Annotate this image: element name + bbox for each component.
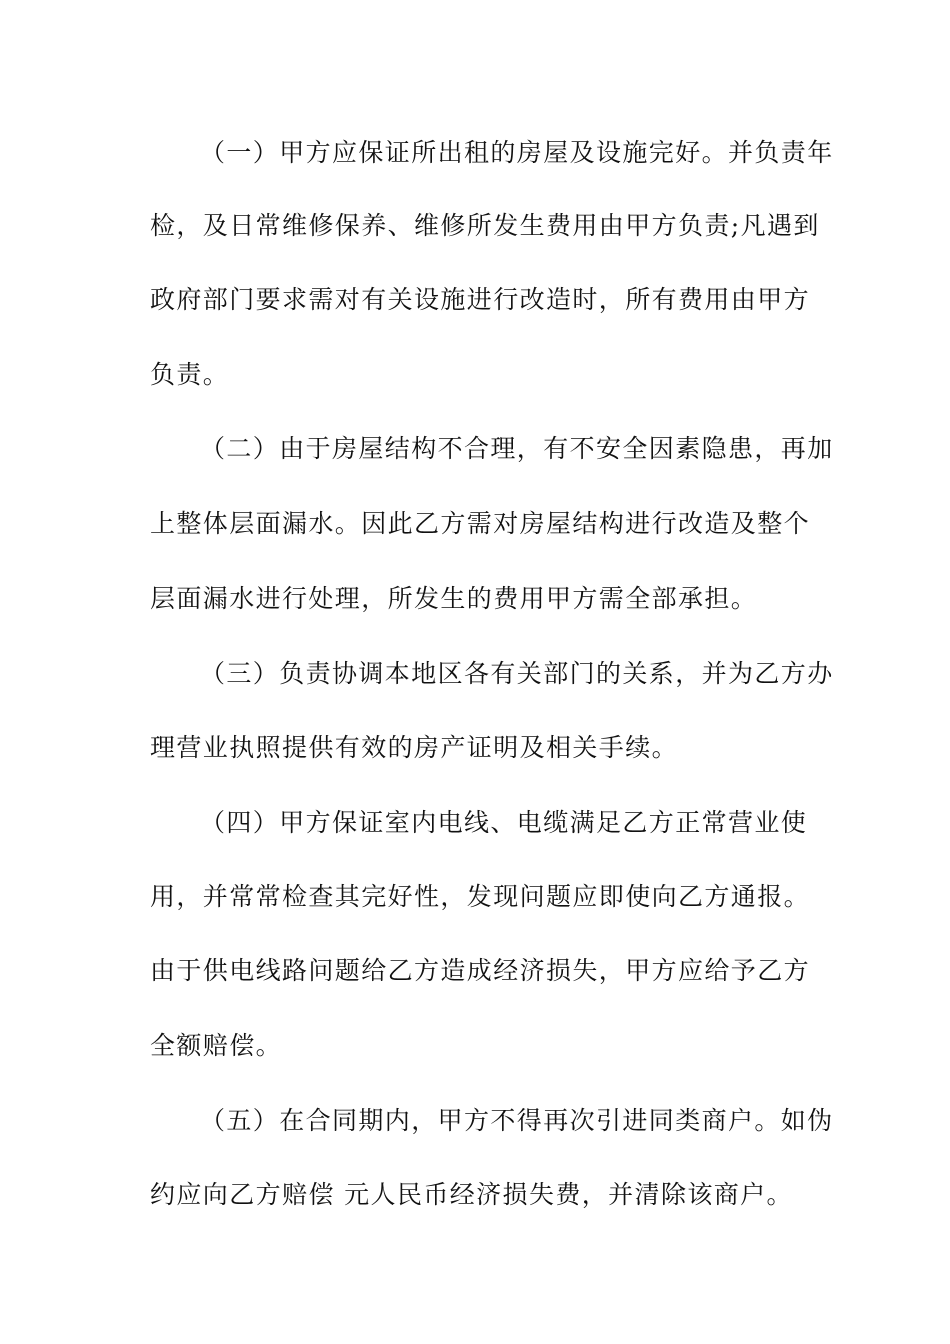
paragraph-2-line-3: 层面漏水进行处理，所发生的费用甲方需全部承担。 xyxy=(150,584,758,613)
paragraph-1-line-2: 检，及日常维修保养、维修所发生费用由甲方负责;凡遇到 xyxy=(150,211,820,240)
paragraph-3-line-2: 理营业执照提供有效的房产证明及相关手续。 xyxy=(150,733,679,762)
paragraph-5-line-2: 约应向乙方赔偿 元人民币经济损失费，并清除该商户。 xyxy=(150,1180,793,1209)
paragraph-5-line-1: （五）在合同期内，甲方不得再次引进同类商户。如伪 xyxy=(200,1106,834,1135)
paragraph-4-line-1: （四）甲方保证室内电线、电缆满足乙方正常营业使 xyxy=(200,808,808,837)
paragraph-4-line-4: 全额赔偿。 xyxy=(150,1031,283,1060)
paragraph-2-line-2: 上整体层面漏水。因此乙方需对房屋结构进行改造及整个 xyxy=(150,509,811,538)
paragraph-4-line-3: 由于供电线路问题给乙方造成经济损失，甲方应给予乙方 xyxy=(150,956,811,985)
paragraph-1-line-3: 政府部门要求需对有关设施进行改造时，所有费用由甲方 xyxy=(150,285,811,314)
paragraph-3-line-1: （三）负责协调本地区各有关部门的关系，并为乙方办 xyxy=(200,659,834,688)
paragraph-4-line-2: 用，并常常检查其完好性，发现问题应即使向乙方通报。 xyxy=(150,882,811,911)
paragraph-1-line-1: （一）甲方应保证所出租的房屋及设施完好。并负责年 xyxy=(200,138,834,167)
paragraph-1-line-4: 负责。 xyxy=(150,360,230,389)
paragraph-2-line-1: （二）由于房屋结构不合理，有不安全因素隐患，再加 xyxy=(200,434,834,463)
